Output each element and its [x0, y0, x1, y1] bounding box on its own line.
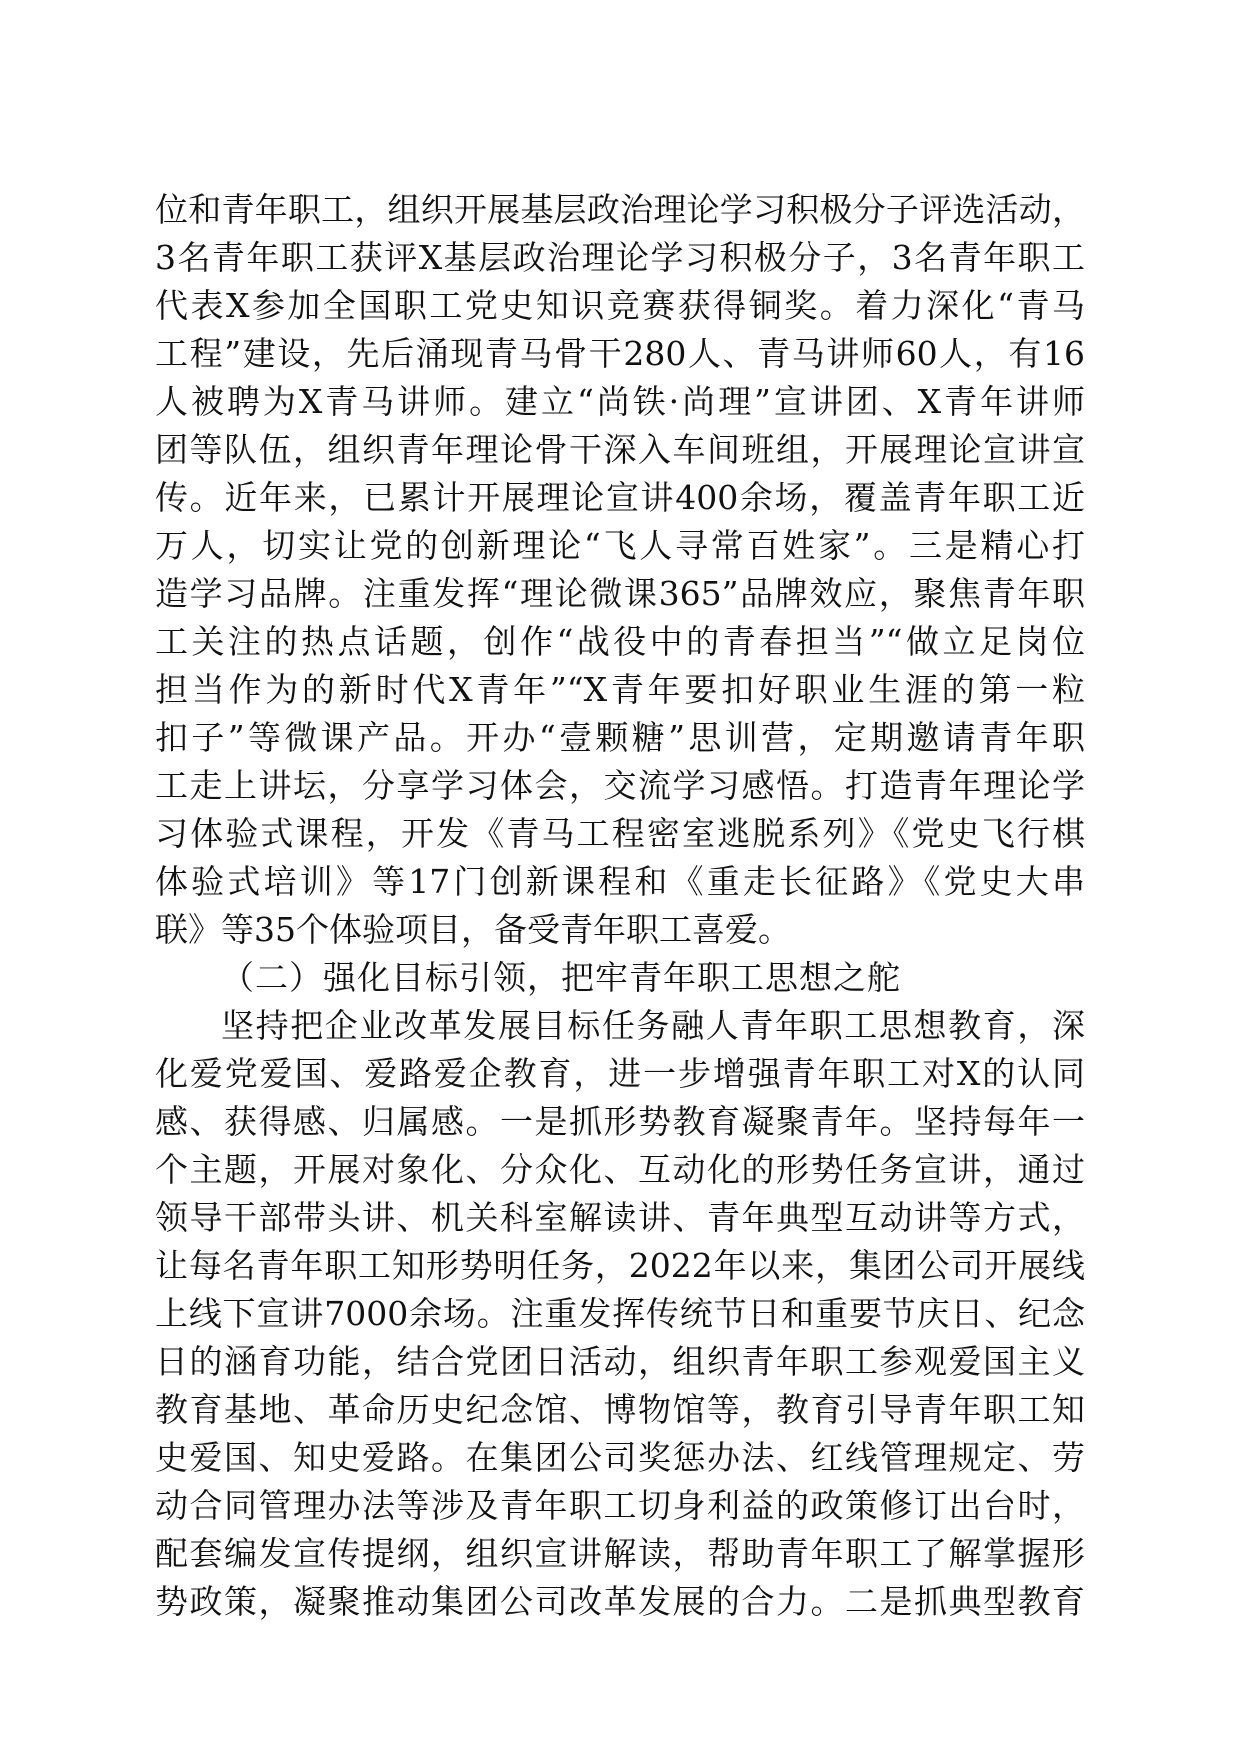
text-line: 工关注的热点话题，创作“战役中的青春担当”“做立足岗位	[155, 622, 1085, 661]
text-line: 感、获得感、归属感。一是抓形势教育凝聚青年。坚持每年一	[155, 1102, 1085, 1141]
text-line: 教育基地、革命历史纪念馆、博物馆等，教育引导青年职工知	[155, 1390, 1085, 1429]
text-line: 团等队伍，组织青年理论骨干深入车间班组，开展理论宣讲宣	[155, 430, 1085, 469]
text-line: 担当作为的新时代X青年”“X青年要扣好职业生涯的第一粒	[155, 670, 1085, 709]
text-line: 动合同管理办法等涉及青年职工切身利益的政策修订出台时，	[155, 1486, 1085, 1525]
text-line: 习体验式课程，开发《青马工程密室逃脱系列》《党史飞行棋	[155, 814, 1085, 853]
text-line: 代表X参加全国职工党史知识竞赛获得铜奖。着力深化“青马	[155, 286, 1085, 325]
text-line: 万人，切实让党的创新理论“飞人寻常百姓家”。三是精心打	[155, 526, 1085, 565]
text-line: 领导干部带头讲、机关科室解读讲、青年典型互动讲等方式，	[155, 1198, 1085, 1237]
document-body	[155, 186, 1085, 1626]
text-line: 联》等35个体验项目，备受青年职工喜爱。	[155, 910, 791, 949]
section-heading: （二）强化目标引领，把牢青年职工思想之舵	[221, 958, 901, 997]
text-line: 势政策，凝聚推动集团公司改革发展的合力。二是抓典型教育	[155, 1582, 1085, 1621]
paragraph-2	[155, 1002, 1085, 1626]
text-line: 个主题，开展对象化、分众化、互动化的形势任务宣讲，通过	[155, 1150, 1085, 1189]
text-line: 配套编发宣传提纲，组织宣讲解读，帮助青年职工了解掌握形	[155, 1534, 1085, 1573]
text-line: 传。近年来，已累计开展理论宣讲400余场，覆盖青年职工近	[155, 478, 1085, 517]
text-line: 位和青年职工，组织开展基层政治理论学习积极分子评选活动，	[155, 190, 1085, 229]
text-line: 化爱党爱国、爱路爱企教育，进一步增强青年职工对X的认同	[155, 1054, 1085, 1093]
text-line: 人被聘为X青马讲师。建立“尚铁·尚理”宣讲团、X青年讲师	[155, 382, 1085, 421]
text-line: 体验式培训》等17门创新课程和《重走长征路》《党史大串	[155, 862, 1085, 901]
text-line: 坚持把企业改革发展目标任务融人青年职工思想教育，深	[221, 1006, 1085, 1045]
text-line: 工走上讲坛，分享学习体会，交流学习感悟。打造青年理论学	[155, 766, 1085, 805]
text-line: 造学习品牌。注重发挥“理论微课365”品牌效应，聚焦青年职	[155, 574, 1085, 613]
text-line: 日的涵育功能，结合党团日活动，组织青年职工参观爱国主义	[155, 1342, 1085, 1381]
text-line: 史爱国、知史爱路。在集团公司奖惩办法、红线管理规定、劳	[155, 1438, 1085, 1477]
text-line: 扣子”等微课产品。开办“壹颗糖”思训营，定期邀请青年职	[155, 718, 1085, 757]
text-line: 上线下宣讲7000余场。注重发挥传统节日和重要节庆日、纪念	[155, 1294, 1085, 1333]
text-line: 让每名青年职工知形势明任务，2022年以来，集团公司开展线	[155, 1246, 1085, 1285]
text-line: 工程”建设，先后涌现青马骨干280人、青马讲师60人，有16	[155, 334, 1085, 373]
text-line: 3名青年职工获评X基层政治理论学习积极分子，3名青年职工	[155, 238, 1085, 277]
paragraph-1	[155, 186, 1085, 954]
